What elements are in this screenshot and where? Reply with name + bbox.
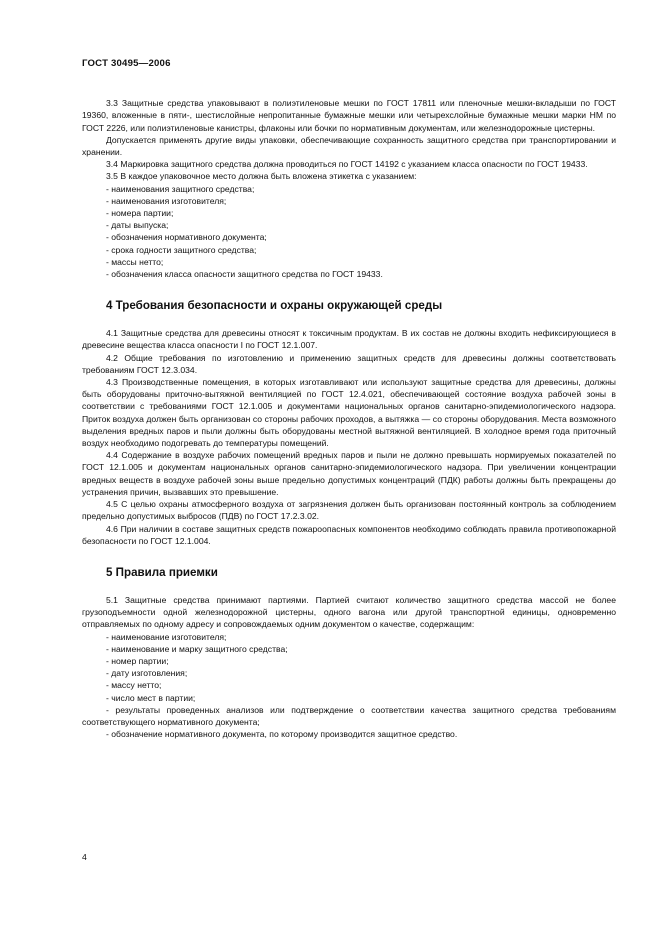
paragraph-3-5: 3.5 В каждое упаковочное место должна быть вложена этикетка с указанием: (106, 171, 417, 182)
paragraph-4-2: 4.2 Общие требования по изготовлению и применению защитных средств для древесины должны соответствовать требованиям ГОСТ 12.3.034. (82, 352, 616, 375)
list-item: - наименование изготовителя; (106, 631, 227, 642)
list-item: - дату изготовления; (106, 668, 188, 679)
list-item: - номер партии; (106, 655, 169, 666)
paragraph-5-1: 5.1 Защитные средства принимают партиями. Партией считают количество защитного средства массой не более грузоподъемности одной железнодорожной цистерны, одного вагона или другой транспортной единицы, одновременно отправляемых по одному адресу и сопровождаемых одним документом о качестве, содержащим: (82, 594, 616, 630)
paragraph-4-5: 4.5 С целью охраны атмосферного воздуха от загрязнения должен быть организован постоянный контроль за соблюдением предельно допустимых выбросов (ПДВ) по ГОСТ 17.2.3.02. (82, 499, 616, 522)
section-4-heading: 4 Требования безопасности и охраны окружающей среды (106, 299, 443, 313)
document-header: ГОСТ 30495—2006 (82, 58, 171, 69)
paragraph-4-3: 4.3 Производственные помещения, в которых изготавливают или используют защитные средства для древесины, должны быть оборудованы приточно-вытяжной вентиляцией по ГОСТ 12.4.021, обеспечивающей состояние воздуха рабочей зоны в соответствии с требованиями ГОСТ 12.1.005 и документами национальных органов санитарно-эпидемиологического надзора. Приток воздуха должен быть организован со стороны рабочих проходов, а вытяжка — со стороны оборудования. Места возможного выделения вредных паров и пыли должны быть оборудованы местной вытяжной вентиляцией. В холодное время года приточный воздух необходимо подогревать до температуры помещений. (82, 377, 616, 449)
paragraph-4-4: 4.4 Содержание в воздухе рабочих помещений вредных паров и пыли не должно превышать нормируемых показателей по ГОСТ 12.1.005 и документам национальных органов санитарно-эпидемиологического надзора. При увеличении концентрации вредных веществ в воздухе рабочей зоны выше предельно допустимых концентраций (ПДК) работы должны быть прекращены до устранения причин, вызвавших это превышение. (82, 450, 616, 497)
list-item-long: - результаты проведенных анализов или подтверждение о соответствии качества защитного средства требованиям соответствующего нормативного документа; (82, 704, 616, 727)
paragraph-3-3: 3.3 Защитные средства упаковывают в полиэтиленовые мешки по ГОСТ 17811 или пленочные мешки-вкладыши по ГОСТ 19360, вложенные в пяти-, шестислойные непропитанные бумажные мешки или четырехслойные бумажные мешки марки НМ по ГОСТ 2226, или полиэтиленовые канистры, флаконы или бочки по нормативным документам, или железнодорожные цистерны. (82, 98, 616, 133)
list-item: - массы нетто; (106, 256, 164, 267)
paragraph-3-3-note: Допускается применять другие виды упаковки, обеспечивающие сохранность защитного средства при транспортировании и хранении. (82, 134, 616, 158)
list-item: - обозначение нормативного документа, по которому производится защитное средство. (106, 729, 458, 740)
list-item: - число мест в партии; (106, 692, 196, 703)
list-item: - наименования защитного средства; (106, 183, 255, 194)
list-item: - номера партии; (106, 208, 174, 219)
list-item: - массу нетто; (106, 680, 162, 691)
section-5-heading: 5 Правила приемки (106, 565, 218, 579)
list-item: - срока годности защитного средства; (106, 244, 257, 255)
page-number: 4 (82, 852, 87, 862)
list-item: - наименования изготовителя; (106, 195, 227, 206)
paragraph-4-6: 4.6 При наличии в составе защитных средств пожароопасных компонентов необходимо соблюдать правила противопожарной безопасности по ГОСТ 12.1.004. (82, 523, 616, 546)
document-page (82, 58, 616, 740)
list-item: - обозначения нормативного документа; (106, 232, 267, 243)
list-item: - наименование и марку защитного средства; (106, 643, 288, 654)
paragraph-4-1: 4.1 Защитные средства для древесины относят к токсичным продуктам. В их состав не должны входить нефиксирующиеся в древесине вещества класса опасности I по ГОСТ 12.1.007. (82, 328, 616, 351)
paragraph-3-4: 3.4 Маркировка защитного средства должна проводиться по ГОСТ 14192 с указанием класса опасности по ГОСТ 19433. (106, 159, 588, 170)
list-item: - даты выпуска; (106, 220, 169, 231)
list-item: - обозначения класса опасности защитного средства по ГОСТ 19433. (106, 269, 383, 280)
